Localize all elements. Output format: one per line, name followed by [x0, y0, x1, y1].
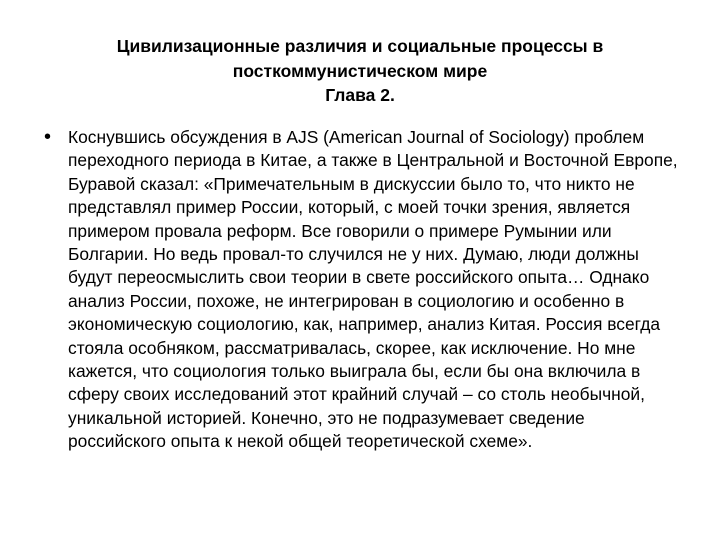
slide-body [44, 126, 684, 454]
title-line-3: Глава 2. [325, 85, 395, 105]
title-line-1: Цивилизационные различия и социальные процессы в [116, 36, 604, 56]
slide-title [40, 34, 680, 108]
bullet-dot-icon: • [44, 126, 52, 148]
bullet-text: Коснувшись обсуждения в AJS (American Journal of Sociology) проблем переходного периода в Китае, а также в Центральной и Восточной Европе, Буравой сказал: «Примечательным в дискуссии было то, что никто не представлял пример России, который, с моей точки зрения, является примером провала реформ. Все говорили о примере Румынии или Болгарии. Но ведь провал-то случился не у них. Думаю, люди должны будут переосмыслить свои теории в свете российского опыта… Однако анализ России, похоже, не интегрирован в социологию и особенно в экономическую социологию, как, например, анализ Китая. Россия всегда стояла особняком, рассматривалась, скорее, как исключение. Но мне кажется, что социология только выиграла бы, если бы она включила в сферу своих исследований этот крайний случай – со столь необычной, уникальной историей. Конечно, это не подразумевает сведение российского опыта к некой общей теоретической схеме». [68, 127, 678, 452]
title-line-2: посткоммунистическом мире [232, 60, 488, 81]
bullet-item [44, 126, 684, 454]
